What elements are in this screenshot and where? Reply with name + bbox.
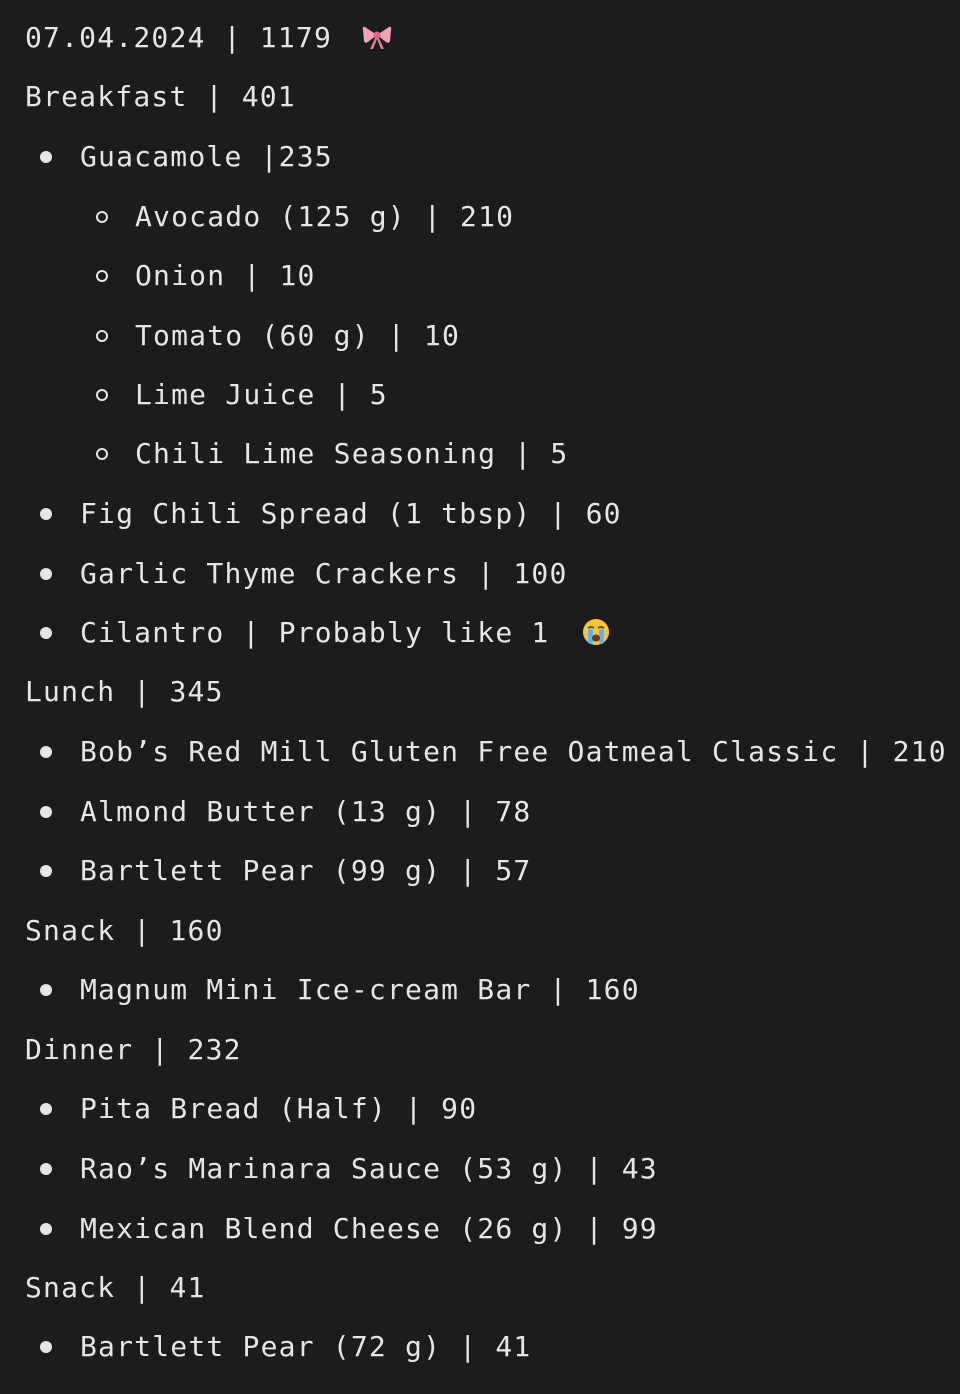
list-item: [0, 554, 568, 594]
bullet-circle: [96, 211, 108, 223]
list-item: [0, 792, 531, 832]
item-text: Rao’s Marinara Sauce (53 g) | 43: [80, 1152, 658, 1185]
sub-list-item: [0, 434, 568, 474]
bullet-dot: [40, 627, 52, 639]
meal-heading-snack-2: Snack | 41: [25, 1271, 206, 1304]
meal-heading-lunch: Lunch | 345: [25, 675, 224, 708]
bullet-circle: [96, 389, 108, 401]
bullet-dot: [40, 984, 52, 996]
bullet-circle: [96, 448, 108, 460]
bullet-dot: [40, 865, 52, 877]
bullet-circle: [96, 330, 108, 342]
sub-list-item: [0, 197, 514, 237]
subitem-text: Lime Juice | 5: [135, 378, 388, 411]
list-item: [0, 1149, 658, 1189]
subitem-text: Chili Lime Seasoning | 5: [135, 437, 569, 470]
list-item: [0, 851, 531, 891]
bullet-dot: [40, 1163, 52, 1175]
list-item: [0, 732, 947, 772]
bullet-dot: [40, 1103, 52, 1115]
crying-face-icon: [582, 617, 610, 645]
item-text: Cilantro | Probably like 1: [80, 616, 550, 649]
item-text: Almond Butter (13 g) | 78: [80, 795, 532, 828]
list-item: [0, 1209, 658, 1249]
meal-heading-breakfast: Breakfast | 401: [25, 80, 296, 113]
sub-list-item: [0, 316, 460, 356]
bullet-circle: [96, 270, 108, 282]
item-text: Garlic Thyme Crackers | 100: [80, 557, 568, 590]
item-text: Mexican Blend Cheese (26 g) | 99: [80, 1212, 658, 1245]
item-text: Bartlett Pear (99 g) | 57: [80, 854, 532, 887]
daily-total: 1179: [259, 21, 332, 54]
log-header: [0, 18, 392, 58]
bullet-dot: [40, 508, 52, 520]
list-item: [0, 1089, 477, 1129]
bullet-dot: [40, 1223, 52, 1235]
subitem-text: Avocado (125 g) | 210: [135, 200, 515, 233]
bullet-dot: [40, 568, 52, 580]
bullet-dot: [40, 746, 52, 758]
list-item: [0, 494, 622, 534]
item-text: Guacamole |235: [80, 140, 333, 173]
meal-heading-dinner: Dinner | 232: [25, 1033, 242, 1066]
item-text: Pita Bread (Half) | 90: [80, 1092, 478, 1125]
list-item: [0, 1327, 531, 1367]
item-text: Fig Chili Spread (1 tbsp) | 60: [80, 497, 622, 530]
sub-list-item: [0, 256, 316, 296]
header-separator: |: [205, 21, 260, 54]
bullet-dot: [40, 1341, 52, 1353]
sub-list-item: [0, 375, 388, 415]
list-item: [0, 137, 333, 177]
list-item: [0, 970, 640, 1010]
item-text: Magnum Mini Ice-cream Bar | 160: [80, 973, 640, 1006]
item-text: Bob’s Red Mill Gluten Free Oatmeal Classic | 210: [80, 735, 947, 768]
meal-heading-snack: Snack | 160: [25, 914, 224, 947]
list-item: [0, 613, 610, 653]
subitem-text: Tomato (60 g) | 10: [135, 319, 461, 352]
item-text: Bartlett Pear (72 g) | 41: [80, 1330, 532, 1363]
bullet-dot: [40, 806, 52, 818]
subitem-text: Onion | 10: [135, 259, 316, 292]
bullet-dot: [40, 151, 52, 163]
ribbon-bow-icon: [362, 21, 392, 47]
log-date: 07.04.2024: [25, 21, 206, 54]
